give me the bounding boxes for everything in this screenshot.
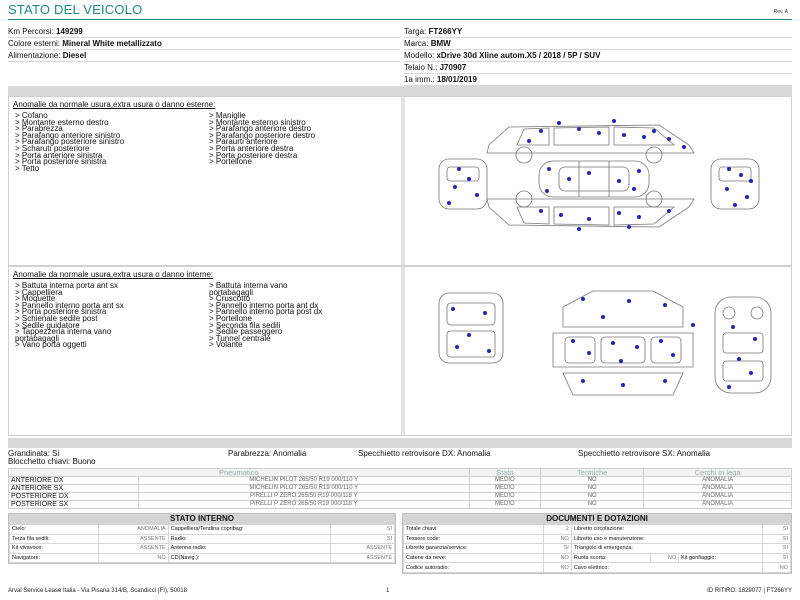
list-item: > Parafango posteriore sinistro [15,137,125,147]
list-item: > Porta posteriore destra [209,150,298,160]
list-item: > Maniglie [209,111,246,120]
title-divider [8,19,792,20]
stato-interno-box [8,513,396,564]
list-item: > Pannello interno porta post dx [209,307,323,317]
list-item: > Pannello interno porta ant sx [15,300,124,310]
table-row: POSTERIORE SX PIRELLI P ZERO 265/50 R19 000/118 Y MEDIO NO ANOMALIA [9,501,792,509]
external-damage-list-2 [209,113,315,166]
info-row-alimentazione: Alimentazione: Diesel [8,50,400,62]
table-row: Cielo: ANOMALIA Cappelliera/Tendina copribag: SI [10,525,395,535]
grandinata-status: Grandinata: Si [8,449,60,458]
list-item: > Volante [209,340,243,350]
list-item: > Seconda fila sedili [209,320,281,330]
column-separator [401,97,405,265]
documenti-box [402,513,792,574]
list-item: > Schienale sedile post [15,313,98,323]
list-item: > Porta posteriore sinistra [15,307,107,317]
list-item: > Tappezzeria interna vano [15,327,112,337]
table-row: Navigatore: NO CD(Navig.): ASSENTE [10,553,395,563]
list-item: > Parafango anteriore destro [209,124,312,134]
section-band [8,438,792,448]
list-item: > Parafango anteriore sinistro [15,130,121,140]
blocchetto-status: Blocchetto chiavi: Buono [8,457,96,466]
footer-page-number: 1 [386,588,390,594]
list-item: portabagagli [15,333,60,343]
list-item: > Porta anteriore destra [209,143,294,153]
documenti-table [403,524,791,573]
internal-damage-section [8,266,792,436]
table-row: Libretto garanzia/service: SI Triangolo di emergenza: SI [404,544,791,554]
stato-interno-table [9,524,395,563]
internal-damage-title: Anomalie da normale usura,extra usura o danno interne: [13,270,214,279]
list-item: > Porta anteriore sinistra [15,150,103,160]
list-item: > Scharutı posteriore [15,143,90,153]
table-header-row [9,469,792,477]
list-item: > Cruscotto [209,294,251,304]
internal-damage-list-2 [209,283,322,349]
col-cerchi: Cerchi in lega [644,469,792,477]
list-item: > Paraurti anteriore [209,137,278,147]
tyres-table [8,468,792,509]
list-item: > Portellone [209,157,252,167]
interior-car-diagram [433,277,783,407]
documenti-title: DOCUMENTI E DOTAZIONI [403,514,791,524]
column-separator [401,267,405,435]
list-item: > Parabrezza [15,124,63,134]
list-item: > Tunnel centrale [209,333,271,343]
internal-damage-list-1 [15,283,124,349]
info-row-modello: Modello: xDrive 30d Xline autom.X5 / 2018 / 5P / SUV [404,50,792,62]
info-row-immatricolazione: 1a imm.: 18/01/2019 [404,74,792,86]
table-row: Kit vivavoce: ASSENTE Antenna radio: ASSENTE [10,544,395,554]
vehicle-info-left [8,26,400,62]
list-item: > Vano porta oggetti [15,340,87,350]
list-item: > Pannello interno porta ant dx [209,300,319,310]
list-item: > Battuta interna vano [209,281,288,290]
col-stato: Stato [469,469,541,477]
specchietto-sx-status: Specchietto retrovisore SX: Anomalia [578,449,711,458]
list-item: > Cofano [15,111,48,120]
external-damage-title: Anomalie da normale usura,extra usura o danno esterne: [13,100,216,109]
list-item: portabagagli [209,287,254,297]
footer-company: Arval Service Lease Italia - Via Pisana 314/B, Scandicci (FI), 50018 [8,588,187,594]
page-title: STATO DEL VEICOLO [8,2,143,17]
parabrezza-status: Parabrezza: Anomalia [228,449,307,458]
footer-id-ritiro: ID RITIRO: 1829077 | FT266YY [707,588,792,594]
summary-line [8,450,792,468]
list-item: > Montante esterno destro [15,117,109,127]
list-item: > Cappelliera [15,287,63,297]
table-row: Catene da neve: NO Ruota scorta: NO Kit gonfiaggio: SI [404,553,791,563]
info-row-colore: Colore esterni: Mineral White metallizzato [8,38,400,50]
external-damage-list-1 [15,113,124,172]
info-row-telaio: Telaio N.: J70907 [404,62,792,74]
info-row-targa: Targa: FT266YY [404,26,792,38]
list-item: > Tetto [15,163,40,173]
col-pneumatico: Pneumatico [9,469,470,477]
vehicle-info-right [404,26,792,86]
stato-interno-title: STATO INTERNO [9,514,395,524]
list-item: > Sedile passeggero [209,327,283,337]
table-row: ANTERIORE DX MICHELIN PILOT 265/50 R19 000/110 Y MEDIO NO ANOMALIA [9,477,792,485]
list-item: > Porta posteriore sinistra [15,157,107,167]
exterior-car-diagram [429,115,769,239]
table-row: Tessere code: NO Libretto uso e manutenzione: SI [404,534,791,544]
list-item: > Sedile guidatore [15,320,80,330]
specchietto-dx-status: Specchietto retrovisore DX: Anomalia [358,449,491,458]
table-row: POSTERIORE DX PIRELLI P ZERO 265/50 R19 000/118 Y MEDIO NO ANOMALIA [9,493,792,501]
list-item: > Portellone [209,313,252,323]
col-termiche: Termiche [541,469,644,477]
info-row-km: Km Percorsi: 149299 [8,26,400,38]
revision-label: Rev. A [773,9,788,15]
list-item: > Moquette [15,294,56,304]
list-item: > Battuta interna porta ant sx [15,281,118,290]
table-row: Totale chiavi: 2 Libretto circolazione: SI [404,525,791,535]
info-row-marca: Marca: BMW [404,38,792,50]
section-band [8,86,792,96]
external-damage-section [8,96,792,266]
table-row: ANTERIORE SX MICHELIN PILOT 265/50 R19 000/110 Y MEDIO NO ANOMALIA [9,485,792,493]
table-row: Codice autoradio: NO Cavo elettrico: NO [404,563,791,573]
list-item: > Parafango posteriore destro [209,130,316,140]
table-row: Terza fila sedili: ASSENTE Radio: SI [10,534,395,544]
list-item: > Montante esterno sinistro [209,117,306,127]
